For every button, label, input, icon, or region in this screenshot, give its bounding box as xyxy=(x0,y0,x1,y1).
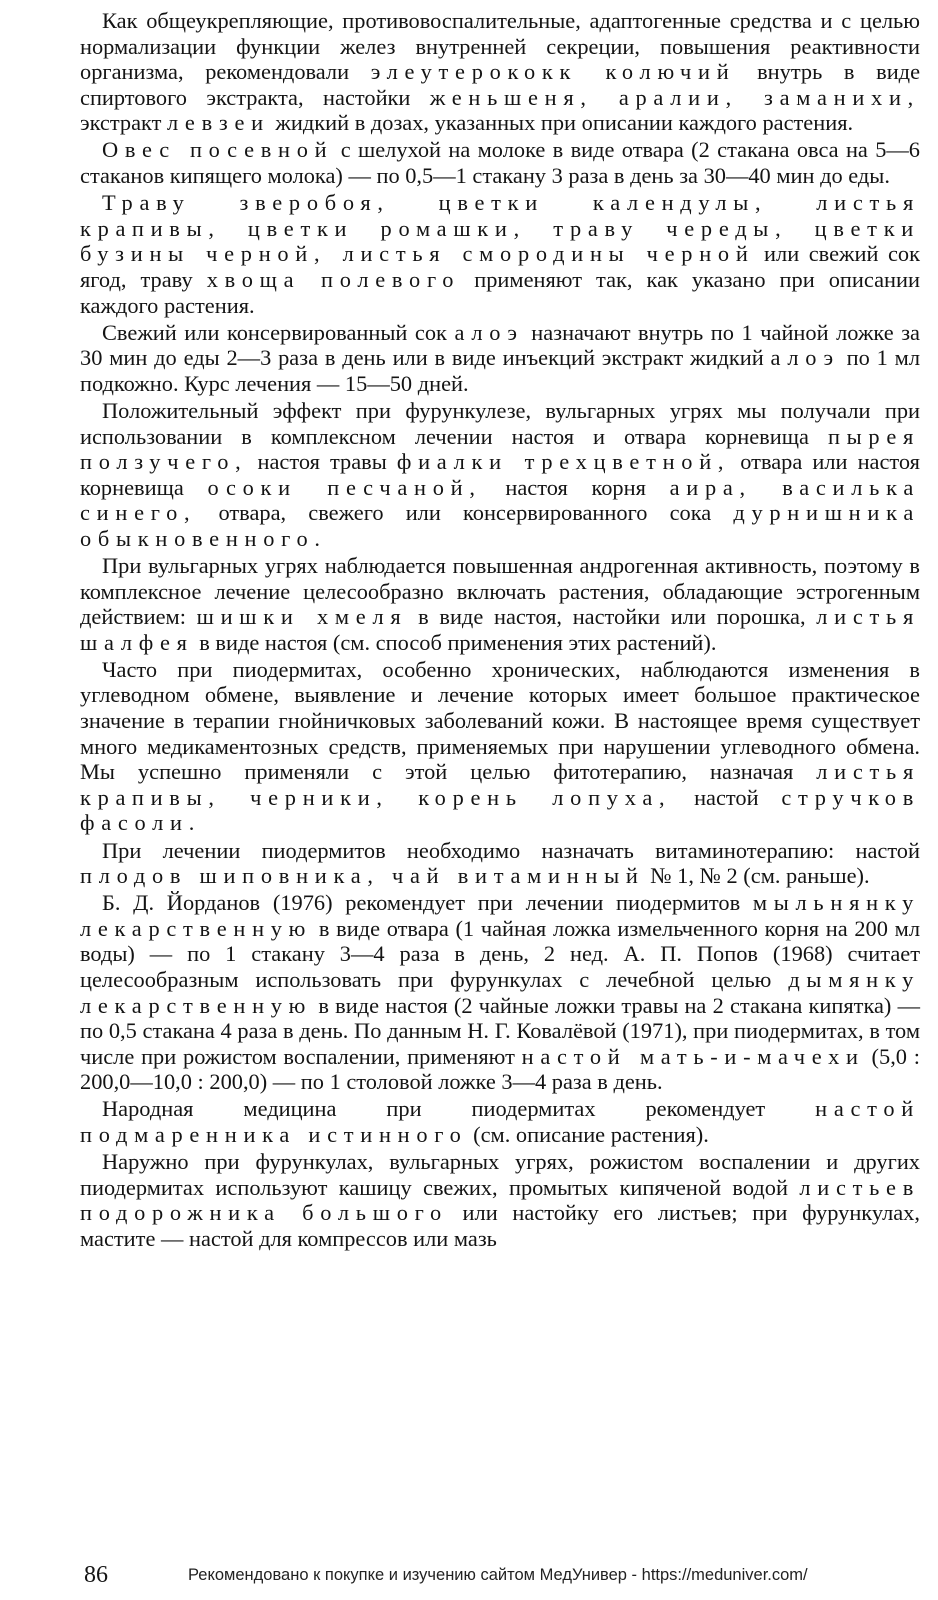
paragraph xyxy=(80,320,920,397)
paragraph-text: по 1 мл подкожно. Курс лечения — 15—50 дней. xyxy=(80,345,920,396)
spaced-plant-name: осоки песчаной, xyxy=(207,474,482,500)
paragraph-text: внутрь в виде спиртового экстракта, настойки xyxy=(80,59,921,110)
spaced-plant-name: плодов шиповника, чай витаминный xyxy=(80,863,645,889)
footer-credit: Рекомендовано к покупке и изучению сайтом МедУнивер - https://meduniver.com/ xyxy=(188,1566,808,1584)
spaced-plant-name: левзеи xyxy=(167,110,270,136)
paragraph-text: Положительный эффект при фурункулезе, вульгарных угрях мы получали при использовании в комплексном лечении настоя и отвара корневища xyxy=(80,397,920,449)
paragraph xyxy=(80,1149,920,1251)
paragraph-text: № 1, № 2 (см. раньше). xyxy=(644,863,870,889)
spaced-plant-name: пырея ползучего, xyxy=(80,423,920,475)
paragraph-text: отвара или настоя корневища xyxy=(80,449,920,500)
paragraph-text: в виде настоя (см. способ применения этих растений). xyxy=(193,629,717,655)
paragraph-text: жидкий в дозах, указанных при описании каждого растения. xyxy=(269,110,854,136)
paragraph-text: Часто при пиодермитах, особенно хронических, наблюдаются изменения в углеводном обмене, выявление и лечение которых имеет большое практическое значение в терапии гнойничковых заболеваний кожи. В настоящее время существует много медикаментозных средств, применяемых при нарушении углеводного обмена. Мы успешно применяли с этой целью фитотерапию, назначая xyxy=(80,656,920,785)
spaced-plant-name: листья шалфея xyxy=(80,604,920,655)
spaced-plant-name: настой мать-и-мачехи xyxy=(521,1043,865,1069)
spaced-plant-name: Овес посевной xyxy=(102,137,334,163)
paragraph-text: настой xyxy=(671,784,782,810)
spaced-plant-name: стручков фасоли. xyxy=(80,784,920,836)
paragraph-text: или свежий сок ягод, траву xyxy=(80,241,920,292)
paragraph-text: отвара, свежего или консервированного сока xyxy=(196,500,734,526)
spaced-plant-name: мыльнянку лекарственную xyxy=(80,890,920,941)
paragraph-text: назначают внутрь по 1 чайной ложке за 30 мин до еды 2—3 раза в день или в виде инъекций экстракт жидкий xyxy=(80,319,920,371)
paragraph-text: Народная медицина при пиодермитах рекомендует xyxy=(102,1096,816,1122)
paragraph-text: или настойку его листьев; при фурункулах, мастите — настой для компрессов или мазь xyxy=(80,1200,920,1251)
paragraph xyxy=(80,838,920,889)
paragraph-text: экстракт xyxy=(80,110,168,136)
spaced-plant-name: элеутерококк колючий xyxy=(370,59,736,85)
spaced-plant-name: листья крапивы, черники, корень лопуха, xyxy=(80,759,920,810)
paragraph-text: в виде настоя, настойки или порошка, xyxy=(407,604,817,630)
paragraph-text: в виде настоя (2 чайные ложки травы на 2 стакана кипятка) — по 0,5 стакана 4 раза в день. По данным Н. Г. Ковалёвой (1971), при пиодермитах, в том числе при рожистом воспалении, применяют xyxy=(80,992,920,1069)
spaced-plant-name: хвоща полевого xyxy=(206,266,461,292)
spaced-plant-name: дурнишника обыкновенного. xyxy=(80,500,920,551)
paragraph xyxy=(80,890,920,1095)
paragraph-text: (5,0 : 200,0—10,0 : 200,0) — по 1 столовой ложке 3—4 раза в день. xyxy=(80,1043,920,1095)
page-number: 86 xyxy=(84,1562,108,1588)
paragraph-text: (см. описание растения). xyxy=(467,1122,709,1148)
page-body xyxy=(80,8,920,1253)
paragraph xyxy=(80,8,920,136)
spaced-plant-name: женьшеня, аралии, заманихи, xyxy=(429,84,920,110)
spaced-plant-name: алоэ xyxy=(454,319,524,345)
spaced-plant-name: настой подмаренника истинного xyxy=(80,1096,920,1148)
paragraph xyxy=(80,398,920,552)
spaced-plant-name: листьев подорожника большого xyxy=(80,1174,920,1226)
paragraph-text: Свежий или консервированный сок xyxy=(102,319,455,345)
paragraph-text: с шелухой на молоке в виде отвара (2 стакана овса на 5—6 стаканов кипящего молока) — по 0,5—1 стакану 3 раза в день за 30—40 мин до еды. xyxy=(80,137,920,189)
spaced-plant-name: дымянку лекарственную xyxy=(80,966,920,1018)
paragraph-text: настоя корня xyxy=(481,474,670,500)
paragraph-text: При вульгарных угрях наблюдается повышенная андрогенная активность, поэтому в комплексное лечение целесообразно включать растения, обладающие эстрогенным действием: xyxy=(80,552,920,630)
spaced-plant-name: фиалки трехцветной, xyxy=(396,449,731,475)
spaced-plant-name: шишки хмеля xyxy=(196,604,408,630)
paragraph xyxy=(80,190,920,318)
paragraph-text: применяют так, как указано при описании каждого растения. xyxy=(80,266,920,318)
paragraph-text: Б. Д. Йорданов (1976) рекомендует при лечении пиодермитов xyxy=(102,890,753,916)
spaced-plant-name: алоэ xyxy=(770,345,840,371)
spaced-plant-name: Траву зверобоя, цветки календулы, листья крапивы, цветки ромашки, траву череды, цветки бузины черной, листья смородины черной xyxy=(80,190,920,267)
paragraph-text: Как общеукрепляющие, противовоспалительные, адаптогенные средства и с целью нормализации функции желез внутренней секреции, повышения реактивности организма, рекомендовали xyxy=(80,8,920,85)
paragraph xyxy=(80,137,920,188)
paragraph xyxy=(80,1096,920,1147)
paragraph-text: настоя травы xyxy=(247,449,397,475)
spaced-plant-name: аира, василька синего, xyxy=(80,474,921,526)
paragraph-text: Наружно при фурункулах, вульгарных угрях, рожистом воспалении и других пиодермитах используют кашицу свежих, промытых кипяченой водой xyxy=(80,1149,920,1200)
paragraph xyxy=(80,553,920,655)
paragraph-text: в виде отвара (1 чайная ложка измельченного корня на 200 мл воды) — по 1 стакану 3—4 раза в день, 2 нед. А. П. Попов (1968) считает целесообразным использовать при фурункулах с лечебной целью xyxy=(80,915,920,992)
page-footer xyxy=(0,1562,938,1592)
paragraph xyxy=(80,657,920,836)
paragraph-text: При лечении пиодермитов необходимо назначать витаминотерапию: настой xyxy=(102,837,920,863)
